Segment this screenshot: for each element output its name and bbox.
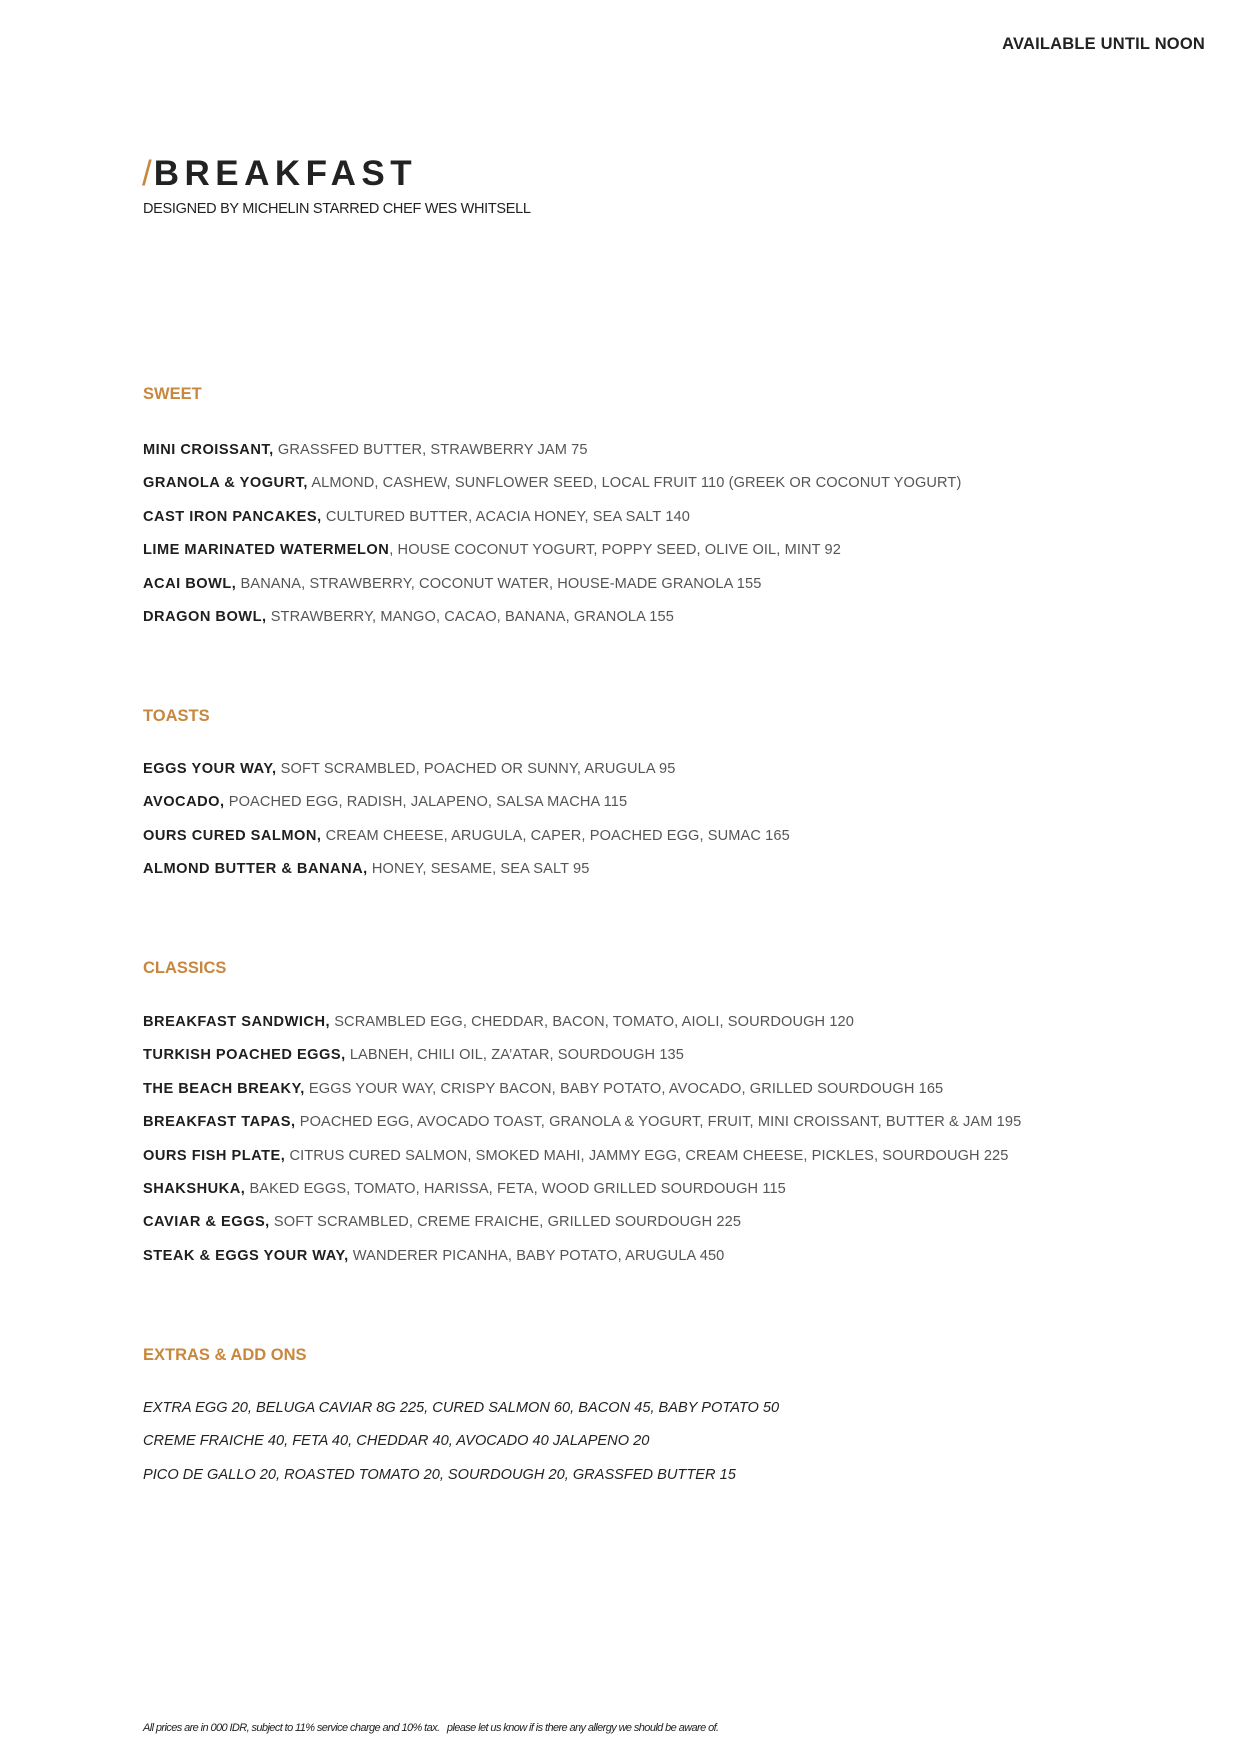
item-desc: CITRUS CURED SALMON, SMOKED MAHI, JAMMY EGG, CREAM CHEESE, PICKLES, SOURDOUGH 225 bbox=[285, 1147, 1009, 1164]
item-desc: HONEY, SESAME, SEA SALT 95 bbox=[367, 861, 590, 878]
item-desc: SCRAMBLED EGG, CHEDDAR, BACON, TOMATO, AIOLI, SOURDOUGH 120 bbox=[330, 1014, 854, 1030]
extras-line: PICO DE GALLO 20, ROASTED TOMATO 20, SOURDOUGH 20, GRASSFED BUTTER 15 bbox=[143, 1466, 736, 1483]
menu-item bbox=[143, 507, 961, 540]
section-title-sweet: SWEET bbox=[143, 385, 202, 403]
item-desc: LABNEH, CHILI OIL, ZA’ATAR, SOURDOUGH 135 bbox=[345, 1047, 684, 1064]
page-title bbox=[142, 154, 417, 194]
item-name: EGGS YOUR WAY, bbox=[143, 761, 277, 777]
section-title-classics: CLASSICS bbox=[143, 959, 227, 977]
title-slash: / bbox=[142, 154, 154, 193]
item-desc: SOFT SCRAMBLED, POACHED OR SUNNY, ARUGULA 95 bbox=[276, 761, 676, 777]
item-name: TURKISH POACHED EGGS, bbox=[143, 1047, 346, 1064]
menu-item bbox=[143, 1146, 1021, 1179]
menu-item bbox=[143, 759, 790, 792]
availability-note: AVAILABLE UNTIL NOON bbox=[1002, 35, 1205, 53]
item-name: MINI CROISSANT, bbox=[143, 442, 274, 458]
item-name: ALMOND BUTTER & BANANA, bbox=[143, 861, 368, 878]
item-desc: ALMOND, CASHEW, SUNFLOWER SEED, LOCAL FRUIT 110 (GREEK OR COCONUT YOGURT) bbox=[307, 475, 962, 492]
item-name: BREAKFAST SANDWICH, bbox=[143, 1014, 331, 1030]
menu-item bbox=[143, 574, 961, 607]
item-name: LIME MARINATED WATERMELON bbox=[143, 542, 390, 559]
extras-line: EXTRA EGG 20, BELUGA CAVIAR 8G 225, CURED SALMON 60, BACON 45, BABY POTATO 50 bbox=[143, 1400, 780, 1416]
menu-item bbox=[143, 473, 961, 506]
item-name: CAVIAR & EGGS, bbox=[143, 1214, 270, 1231]
item-desc: , HOUSE COCONUT YOGURT, POPPY SEED, OLIVE OIL, MINT 92 bbox=[389, 542, 841, 559]
menu-item bbox=[143, 1112, 1021, 1145]
item-name: OURS FISH PLATE, bbox=[143, 1147, 286, 1164]
item-name: OURS CURED SALMON, bbox=[143, 827, 322, 844]
menu-item bbox=[143, 1212, 1021, 1245]
menu-item bbox=[143, 1012, 1021, 1045]
section-classics-items bbox=[143, 1012, 1021, 1279]
item-desc: CULTURED BUTTER, ACACIA HONEY, SEA SALT 140 bbox=[321, 508, 690, 525]
section-title-extras: EXTRAS & ADD ONS bbox=[143, 1346, 307, 1364]
item-name: STEAK & EGGS YOUR WAY, bbox=[143, 1247, 349, 1264]
item-name: ACAI BOWL, bbox=[143, 575, 237, 592]
item-desc: EGGS YOUR WAY, CRISPY BACON, BABY POTATO, AVOCADO, GRILLED SOURDOUGH 165 bbox=[304, 1080, 944, 1097]
item-desc: WANDERER PICANHA, BABY POTATO, ARUGULA 450 bbox=[348, 1247, 725, 1264]
item-desc: POACHED EGG, RADISH, JALAPENO, SALSA MACHA 115 bbox=[224, 794, 628, 811]
item-name: SHAKSHUKA, bbox=[143, 1180, 246, 1197]
menu-item bbox=[143, 1045, 1021, 1078]
item-name: AVOCADO, bbox=[143, 794, 225, 811]
page-subtitle: DESIGNED BY MICHELIN STARRED CHEF WES WHITSELL bbox=[143, 201, 531, 217]
item-name: GRANOLA & YOGURT, bbox=[143, 475, 308, 492]
menu-item bbox=[143, 1179, 1021, 1212]
menu-item bbox=[143, 1079, 1021, 1112]
item-desc: POACHED EGG, AVOCADO TOAST, GRANOLA & YOGURT, FRUIT, MINI CROISSANT, BUTTER & JAM 195 bbox=[295, 1114, 1022, 1131]
section-title-toasts: TOASTS bbox=[143, 707, 210, 725]
item-name: CAST IRON PANCAKES, bbox=[143, 508, 322, 525]
footer-note: All prices are in 000 IDR, subject to 11% service charge and 10% tax. please let us know if is there any allergy we should be aware of. bbox=[143, 1722, 719, 1734]
item-desc: BAKED EGGS, TOMATO, HARISSA, FETA, WOOD GRILLED SOURDOUGH 115 bbox=[245, 1180, 786, 1197]
extras-line: CREME FRAICHE 40, FETA 40, CHEDDAR 40, AVOCADO 40 JALAPENO 20 bbox=[143, 1433, 650, 1450]
menu-item bbox=[143, 859, 790, 892]
item-desc: GRASSFED BUTTER, STRAWBERRY JAM 75 bbox=[273, 442, 588, 458]
menu-item bbox=[143, 607, 961, 640]
section-extras-items bbox=[143, 1398, 779, 1498]
item-name: DRAGON BOWL, bbox=[143, 608, 267, 625]
menu-item bbox=[143, 440, 961, 473]
section-toasts-items bbox=[143, 759, 790, 893]
item-desc: BANANA, STRAWBERRY, COCONUT WATER, HOUSE-MADE GRANOLA 155 bbox=[236, 575, 762, 592]
menu-item bbox=[143, 540, 961, 573]
item-name: BREAKFAST TAPAS, bbox=[143, 1114, 296, 1131]
section-sweet-items bbox=[143, 440, 961, 640]
item-desc: SOFT SCRAMBLED, CREME FRAICHE, GRILLED SOURDOUGH 225 bbox=[269, 1214, 742, 1231]
title-text: BREAKFAST bbox=[153, 154, 418, 193]
menu-item bbox=[143, 826, 790, 859]
item-name: THE BEACH BREAKY, bbox=[143, 1080, 305, 1097]
menu-item bbox=[143, 1246, 1021, 1279]
menu-item bbox=[143, 792, 790, 825]
item-desc: CREAM CHEESE, ARUGULA, CAPER, POACHED EGG, SUMAC 165 bbox=[321, 827, 790, 844]
item-desc: STRAWBERRY, MANGO, CACAO, BANANA, GRANOLA 155 bbox=[266, 608, 674, 625]
